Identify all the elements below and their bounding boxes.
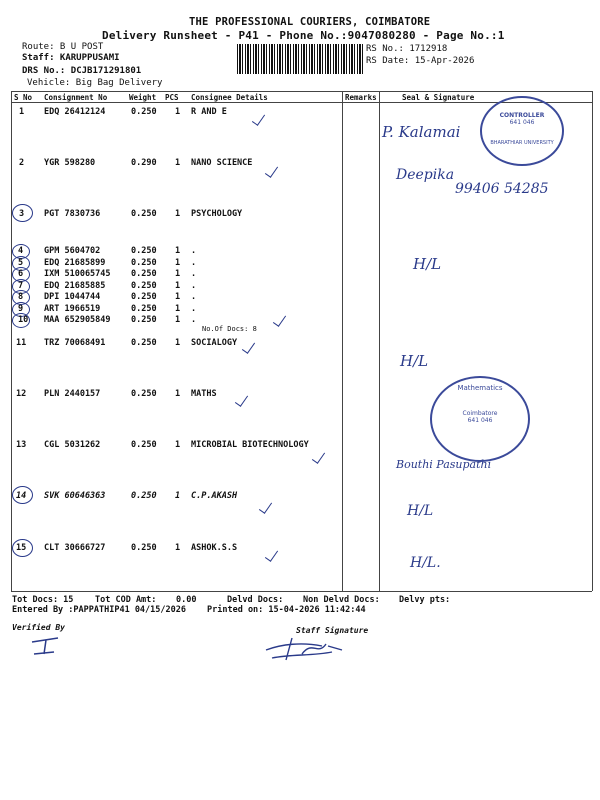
hl-note: H/L [400,352,429,370]
delivered-docs: Delvd Docs: [227,595,284,605]
row-consignee: NANO SCIENCE [191,158,253,168]
row-pcs: 1 [175,209,181,219]
row-pcs: 1 [175,269,181,279]
row-pcs: 1 [175,491,181,501]
row-consignment: PGT 7830736 [44,209,101,219]
row-weight: 0.250 [131,389,157,399]
col-weight: Weight [129,93,157,102]
row-sno: 8 [18,292,24,302]
row-sno: 15 [16,543,27,553]
row-pcs: 1 [175,292,181,302]
col-pcs: PCS [165,93,179,102]
row-consignee: SOCIALOGY [191,338,238,348]
col-remarks: Remarks [345,93,377,102]
row-pcs: 1 [175,158,181,168]
stamp-code: 641 046 [467,417,493,424]
printed-on: Printed on: 15-04-2026 11:42:44 [207,605,366,615]
drs-number [22,66,141,76]
row-pcs: 1 [175,543,181,553]
no-of-docs: No.Of Docs: 8 [202,325,257,333]
row-consignment: EDQ 21685885 [44,280,106,291]
row-pcs: 1 [175,280,181,291]
hl-note: H/L [407,503,434,519]
stamp-ring-text: Mathematics [457,384,503,392]
department-stamp [430,376,530,462]
route: Route: B U POST [22,42,104,52]
row-consignment: MAA 652905849 [44,315,111,325]
handwritten-phone: 99406 54285 [455,181,549,197]
staff: Staff: KARUPPUSAMI [22,53,120,63]
total-docs: Tot Docs: 15 [12,595,74,605]
row-sno: 7 [18,280,24,291]
row-weight: 0.250 [131,543,157,553]
sno-circle [12,313,30,328]
row-sno: 5 [18,257,24,268]
row-consignment: DPI 1044744 [44,292,101,302]
sheet-title: Delivery Runsheet - P41 - Phone No.:9047080280 - Page No.:1 [102,29,505,42]
row-sno: 12 [16,389,27,399]
tick-mark [265,547,278,562]
col-seal-signature: Seal & Signature [402,93,475,102]
row-pcs: 1 [175,338,181,348]
remarks-right-border [379,91,380,591]
row-consignment: IXM 510065745 [44,269,111,279]
row-consignee: . [191,257,197,268]
company-name: THE PROFESSIONAL COURIERS, COIMBATORE [189,16,431,28]
row-consignee: ASHOK.S.S [191,543,238,553]
row-consignment: SVK 60646363 [44,491,106,501]
table-bottom-border [11,591,592,592]
row-consignment: ART 1966519 [44,303,101,314]
signature-row13: Bouthi Pasupathi [396,458,492,471]
row-sno: 9 [18,303,24,314]
university-stamp [480,96,564,166]
staff-signature [262,634,348,662]
stamp-ring-text: BHARATHIAR UNIVERSITY [490,140,554,146]
drs-label: DRS No.: [22,66,66,76]
row-consignee: MICROBIAL BIOTECHNOLOGY [191,440,309,450]
row-consignment: YGR 598280 [44,158,96,168]
row-sno: 2 [19,158,25,168]
tick-mark [259,499,272,514]
row-weight: 0.250 [131,338,157,348]
total-cod-label: Tot COD Amt: [95,595,157,605]
sno-circle [12,204,33,222]
stamp-text: Coimbatore [462,410,498,417]
signature-row1: P. Kalamai [382,123,461,141]
col-consignment: Consignment No [44,93,108,102]
row-sno: 13 [16,440,27,450]
sno-circle [12,539,33,557]
row-consignee: . [191,269,197,279]
row-weight: 0.250 [131,440,157,450]
barcode [237,44,363,74]
row-sno: 4 [18,246,24,256]
row-sno: 10 [18,315,29,325]
row-consignee: MATHS [191,389,217,399]
row-consignment: GPM 5604702 [44,246,101,256]
row-consignee: . [191,292,197,302]
non-delivered-docs: Non Delvd Docs: [303,595,380,605]
table-top-border [11,91,592,92]
row-consignment: PLN 2440157 [44,389,101,399]
hl-note: H/L [413,255,442,273]
row-consignee: . [191,315,197,325]
row-weight: 0.290 [131,158,157,168]
signature-row2: Deepika [396,167,455,183]
row-pcs: 1 [175,389,181,399]
row-pcs: 1 [175,246,181,256]
row-pcs: 1 [175,315,181,325]
row-pcs: 1 [175,440,181,450]
stamp-code: 641 046 [509,119,535,126]
row-consignment: TRZ 70068491 [44,338,106,348]
row-weight: 0.250 [131,269,157,279]
tick-mark [312,449,325,464]
verified-signature [28,632,64,656]
row-sno: 1 [19,107,25,117]
table-right-border [592,91,593,591]
col-sno: S No [14,93,33,102]
tick-mark [252,111,265,126]
row-weight: 0.250 [131,292,157,302]
row-pcs: 1 [175,303,181,314]
entered-by: Entered By :PAPPATHIP41 04/15/2026 [12,605,186,615]
tick-mark [242,339,255,354]
tick-mark [273,312,286,327]
stamp-text: CONTROLLER [499,112,545,119]
row-weight: 0.250 [131,315,157,325]
row-weight: 0.250 [131,491,157,501]
drs-value: DCJB171291801 [70,66,142,76]
rs-date: RS Date: 15-Apr-2026 [366,56,475,66]
row-pcs: 1 [175,257,181,268]
row-weight: 0.250 [131,257,157,268]
row-consignee: PSYCHOLOGY [191,209,243,219]
row-consignee: . [191,246,197,256]
row-weight: 0.250 [131,107,157,117]
row-sno: 3 [19,209,25,219]
row-consignment: EDQ 26412124 [44,107,106,117]
row-consignment: EDQ 21685899 [44,257,106,268]
col-consignee: Consignee Details [191,93,268,102]
tick-mark [235,392,248,407]
row-consignment: CGL 5031262 [44,440,101,450]
row-sno: 14 [16,491,27,501]
row-weight: 0.250 [131,303,157,314]
row-consignment: CLT 30666727 [44,543,106,553]
row-weight: 0.250 [131,280,157,291]
tick-mark [265,163,278,178]
row-pcs: 1 [175,107,181,117]
verified-by: Verified By [12,623,65,632]
remarks-left-border [342,91,343,591]
delivery-points: Delvy pts: [399,595,451,605]
row-weight: 0.250 [131,209,157,219]
row-consignee: . [191,303,197,314]
row-sno: 6 [18,269,24,279]
staff-signature-label: Staff Signature [296,626,369,635]
table-left-border [11,91,12,591]
rs-number: RS No.: 1712918 [366,44,448,54]
row-consignee: R AND E [191,107,227,117]
row-sno: 11 [16,338,27,348]
sno-circle [12,486,33,504]
total-cod-value: 0.00 [176,595,197,605]
vehicle: Vehicle: Big Bag Delivery [27,78,163,88]
hl-note: H/L. [410,555,441,571]
row-consignee: C.P.AKASH [191,491,238,501]
row-consignee: . [191,280,197,291]
row-weight: 0.250 [131,246,157,256]
